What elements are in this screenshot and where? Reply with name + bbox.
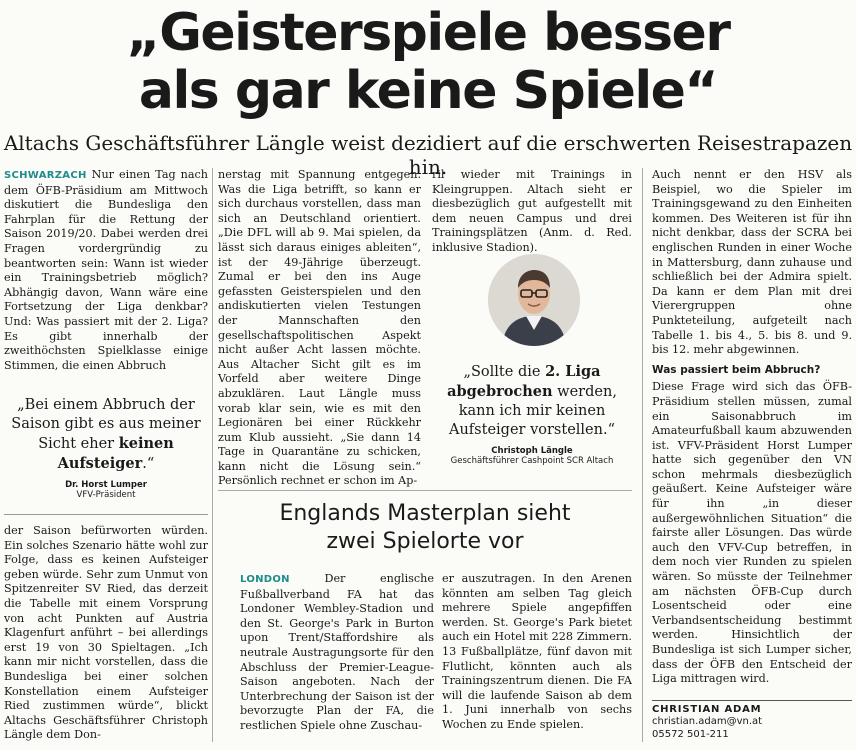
article-2-column-2 — [442, 572, 632, 733]
quote-text: „Bei einem Abbruch der Saison gibt es aus meiner Sicht eher keinen Aufsteiger.“ — [11, 397, 201, 472]
article-2-column-1 — [240, 572, 434, 734]
quote-author-role: Geschäftsführer Cashpoint SCR Altach — [450, 456, 614, 466]
pull-quote-lumper — [4, 396, 208, 500]
portrait-photo — [488, 254, 580, 346]
body-text: Der englische Fußballverband FA hat das Londoner Wembley-Stadion und den St. George's Park in Burton upon Trent/Staffordshire als neutrale Austragungsorte für den Abschluss der Premier-League-Saison angeboten. Nach der Unterbrechung der Saison ist der bevorzugte Plan der FA, die restlichen Spiele ohne Zuschau- — [240, 572, 434, 732]
column-divider — [642, 168, 643, 742]
article-2-title — [218, 500, 632, 556]
body-text: er auszutragen. In den Arenen könnten am selben Tag gleich mehrere Spiele angepfiffen werden. St. George's Park bietet auch ein Hotel mit 228 Zimmern. 13 Fußballplätze, fünf davon mit Flutlicht, könnten auch als Trainingszentrum dienen. Die FA will die laufende Saison ab dem 1. Juni innerhalb von sechs Wochen zu Ende spielen. — [442, 572, 632, 731]
body-text: nerstag mit Spannung entgegen. Was die Liga betrifft, so kann er sich durchaus vorstellen, dass man sich an Deutschland orientiert. „Die DFL will ab 9. Mai spielen, da lässt sich daraus einiges ableiten“, ist der 49-Jährige überzeugt. Zumal er bei den ins Auge gefassten Geisterspielen und den andiskutierten vielen Testungen der Mannschaften den gesellschaftspolitischen Aspekt nicht außer Acht lassen möchte. Aus Altacher Sicht gilt es im Vorfeld aber weitere Dinge abzuklären. Laut Längle muss vorab klar sein, wie es mit den Legionären bei einer Rückkehr zum Klub aussieht. „Sie dann 14 Tage in Quarantäne zu schicken, kann nicht die Lösung sein.“ Persönlich rechnet er schon im Ap- — [218, 168, 421, 488]
author-phone: 05572 501-211 — [652, 729, 729, 740]
body-text: der Saison befürworten würden. Ein solches Szenario hätte wohl zur Folge, dass es keinen Aufsteiger geben würde. Sehr zum Unmut von Spitzenreiter SV Ried, das derzeit die Tabelle mit einem Vorsprung von acht Punkten auf Austria Klagenfurt anführt – bei allerdings erst 19 von 30 Spieltagen. „Ich kann mir nicht vorstellen, dass die Bundesliga bei einer solchen Konstellation einem Aufsteiger Ried zustimmen würde“, blickt Altachs Geschäftsführer Christoph Längle dem Don- — [4, 524, 208, 742]
body-text: Diese Frage wird sich das ÖFB-Präsidium stellen müssen, zumal ein Saisonabbruch im Amateurfußball kaum abzuwenden ist. VFV-Präsident Horst Lumper hatte sich gegenüber den VN schon mehrmals diesbezüglich geäußert. Keine Aufsteiger wäre für ihn „in dieser außergewöhnlichen Situation“ die fairste aller Lösungen. Das würde auch den VFV-Cup betreffen, in dem noch vier Runden zu spielen wären. So müsste der Teilnehmer am nächsten ÖFB-Cup durch Losentscheid oder eine Verbandsentscheidung bestimmt werden. Hinsichtlich der Bundesliga ist sich Lumper sicher, dass der ÖFB den Entscheid der Liga mittragen wird. — [652, 380, 852, 686]
body-text: ril wieder mit Trainings in Kleingruppen. Altach sieht er diesbezüglich gut aufgestellt mit dem neuen Campus und drei Trainingsplätzen (Anm. d. Red. inklusive Stadion). — [432, 168, 632, 254]
article-column-4 — [652, 168, 852, 687]
quote-author-name: Dr. Horst Lumper — [65, 480, 147, 490]
article-2-title-line-1: Englands Masterplan sieht — [279, 501, 571, 526]
headline-line-2: als gar keine Spiele“ — [138, 61, 718, 121]
quote-text: „Sollte die 2. Liga abgebrochen werden, kann ich mir keinen Aufsteiger vorstellen.“ — [447, 363, 617, 438]
dateline-city: SCHWARZACH — [4, 170, 87, 181]
column-divider — [212, 168, 213, 742]
headline-line-1: „Geisterspiele besser — [126, 3, 730, 63]
body-text: Auch nennt er den HSV als Beispiel, wo die Spieler im Trainingsgewand zu den Einheiten kommen. Des Weiteren ist für ihn nicht denkbar, dass der SCRA bei englischen Runden in einer Woche in Mattersburg, dann zuhause und schließlich bei der Admira spielt. Da kann er dem Plan mit drei Vierergruppen ohne Punkteteilung, aufgeteilt nach Tabelle 1. bis 4., 5. bis 8. und 9. bis 12. mehr abgewinnen. — [652, 168, 852, 357]
author-box — [652, 704, 852, 741]
portrait-icon — [488, 254, 580, 346]
section-divider — [218, 490, 632, 491]
article-column-3 — [432, 168, 632, 256]
subheadline: Altachs Geschäftsführer Längle weist dezidiert auf die erschwerten Reisestrapazen hin. — [3, 131, 853, 179]
article-column-1 — [4, 168, 208, 373]
divider — [4, 514, 208, 515]
article-column-2 — [218, 168, 421, 489]
author-email[interactable]: christian.adam@vn.at — [652, 716, 763, 727]
quote-author-name: Christoph Längle — [491, 446, 573, 456]
article-2-title-line-2: zwei Spielorte vor — [326, 529, 524, 554]
pull-quote-laengle — [434, 362, 630, 466]
author-name: CHRISTIAN ADAM — [652, 704, 762, 715]
headline — [0, 4, 856, 120]
quote-author-role: VFV-Präsident — [76, 490, 136, 500]
body-text: Nur einen Tag nach dem ÖFB-Präsidium am Mittwoch diskutiert die Bundesliga den Fahrplan für die Rettung der Saison 2019/20. Dabei werden drei Fragen vordergründig zu beantworten sein: Wann ist wieder ein Trainingsbetrieb möglich? Abhängig davon, Wann wäre eine Fortsetzung der Liga denkbar? Und: Was passiert mit der 2. Liga? Es gibt innerhalb der zweithöchsten Spielklasse einige Stimmen, die einen Abbruch — [4, 168, 209, 372]
article-column-1-continued — [4, 524, 208, 743]
author-divider — [652, 700, 852, 701]
dateline-city: LONDON — [240, 574, 290, 585]
section-subheading: Was passiert beim Abbruch? — [652, 363, 821, 376]
